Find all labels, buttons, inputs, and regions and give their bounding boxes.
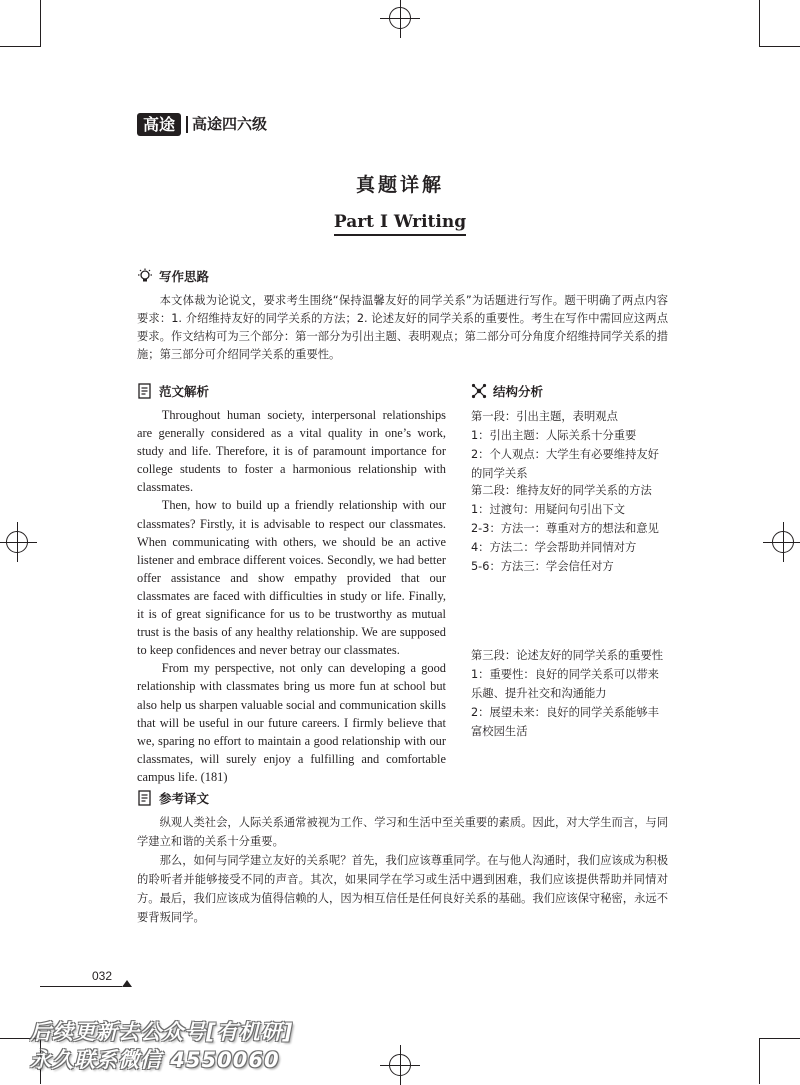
structure-group-2 — [471, 481, 669, 576]
writing-idea-block — [137, 292, 668, 364]
structure-line: 2：个人观点：大学生有必要维持友好的同学关系 — [471, 448, 659, 480]
translation-paragraph: 纵观人类社会，人际关系通常被视为工作、学习和生活中至关重要的素质。因此，对大学生而言，与同学建立和谐的关系十分重要。 — [137, 816, 668, 848]
document-icon — [137, 790, 153, 806]
writing-idea-text: 本文体裁为论说文，要求考生围绕“保持温馨友好的同学关系”为话题进行写作。题干明确了两点内容要求：1. 介绍维持友好的同学关系的方法；2. 论述友好的同学关系的重要性。考生在写作中需回应这两点要求。作文结构可为三个部分：第一部分为引出主题、表明观点；第二部分可分角度介绍维持同学关系的措施；第三部分可介绍同学关系的重要性。 — [137, 294, 668, 361]
structure-heading-text: 结构分析 — [493, 384, 544, 399]
essay-paragraph: From my perspective, not only can developing a good relationship with classmates bring us more fun at school but also help us sharpen valuable social and communication skills that will be useful in our future careers. I firmly believe that we, sparing no effort to maintain a good relationship with our classmates, will surely enjoy a fulfilling and comfortable campus life. (181) — [137, 661, 446, 784]
page-number: 032 — [92, 969, 113, 983]
translation-heading-text: 参考译文 — [159, 791, 210, 806]
writing-idea-heading-text: 写作思路 — [159, 269, 210, 284]
brand-logo: 高途 — [137, 113, 181, 136]
model-essay-heading — [137, 381, 209, 401]
brand-name: 高途四六级 — [192, 115, 268, 133]
crop-mark — [0, 46, 41, 47]
part-title — [0, 212, 800, 232]
essay-paragraph: Throughout human society, interpersonal relationships are generally considered as a vital quality in one’s work, study and life. Therefore, it is of paramount importance for college students to foster a harmonious relationship with classmates. — [137, 408, 446, 495]
structure-line: 2：展望未来：良好的同学关系能够丰富校园生活 — [471, 706, 659, 738]
page-title: 真题详解 — [355, 174, 444, 196]
structure-line: 4：方法二：学会帮助并同情对方 — [471, 541, 637, 554]
structure-line: 1：重要性：良好的同学关系可以带来乐趣、提升社交和沟通能力 — [471, 668, 659, 700]
structure-icon — [471, 383, 487, 399]
page-number-rule — [40, 986, 122, 987]
triangle-icon — [122, 980, 132, 987]
structure-line: 第二段：维持友好的同学关系的方法 — [471, 484, 652, 497]
registration-mark — [6, 531, 28, 553]
crop-mark — [759, 1038, 800, 1039]
watermark-line-2: 永久联系微信 4550060 — [30, 1048, 280, 1072]
structure-line: 1：过渡句：用疑问句引出下文 — [471, 503, 626, 516]
essay-paragraph: Then, how to build up a friendly relationship with our classmates? Firstly, it is advisable to respect our classmates. When communicating with others, we should be an active listener and embrace different voices. Secondly, we had better offer assistance and show empathy provided that our classmates are faced with difficulties in study or life. Finally, it is of great significance for us to be trustworthy as mutual trust is the basis of any healthy relationship. We are supposed to keep confidences and never betray our classmates. — [137, 498, 446, 658]
translation-paragraph: 那么，如何与同学建立友好的关系呢？首先，我们应该尊重同学。在与他人沟通时，我们应该成为积极的聆听者并能够接受不同的声音。其次，如果同学在学习或生活中遇到困难，我们应该提供帮助并同情对方。最后，我们应该成为值得信赖的人，因为相互信任是任何良好关系的基础。我们应该保守秘密，永远不要背叛同学。 — [137, 854, 668, 924]
structure-line: 第一段：引出主题，表明观点 — [471, 410, 618, 423]
model-essay-heading-text: 范文解析 — [159, 384, 210, 399]
structure-line: 2-3：方法一：尊重对方的想法和意见 — [471, 522, 659, 535]
crop-mark — [40, 0, 41, 47]
brand-divider — [186, 116, 188, 133]
structure-heading — [471, 381, 543, 401]
registration-mark — [389, 1054, 411, 1076]
document-icon — [137, 383, 153, 399]
watermark-line-1: 后续更新去公众号[有机研] — [30, 1020, 294, 1044]
crop-mark — [759, 46, 800, 47]
crop-mark — [759, 0, 760, 47]
registration-mark — [772, 531, 794, 553]
structure-line: 第三段：论述友好的同学关系的重要性 — [471, 649, 664, 662]
structure-group-1 — [471, 407, 669, 483]
model-essay-block — [137, 406, 446, 786]
lightbulb-icon — [137, 268, 153, 284]
structure-line: 5-6：方法三：学会信任对方 — [471, 560, 614, 573]
crop-mark — [759, 1038, 760, 1084]
structure-line: 1：引出主题：人际关系十分重要 — [471, 429, 637, 442]
translation-heading — [137, 788, 209, 808]
structure-group-3 — [471, 646, 669, 741]
registration-mark — [389, 7, 411, 29]
writing-idea-heading — [137, 266, 209, 286]
part-title-text: Part I Writing — [334, 212, 466, 236]
translation-block — [137, 813, 668, 927]
